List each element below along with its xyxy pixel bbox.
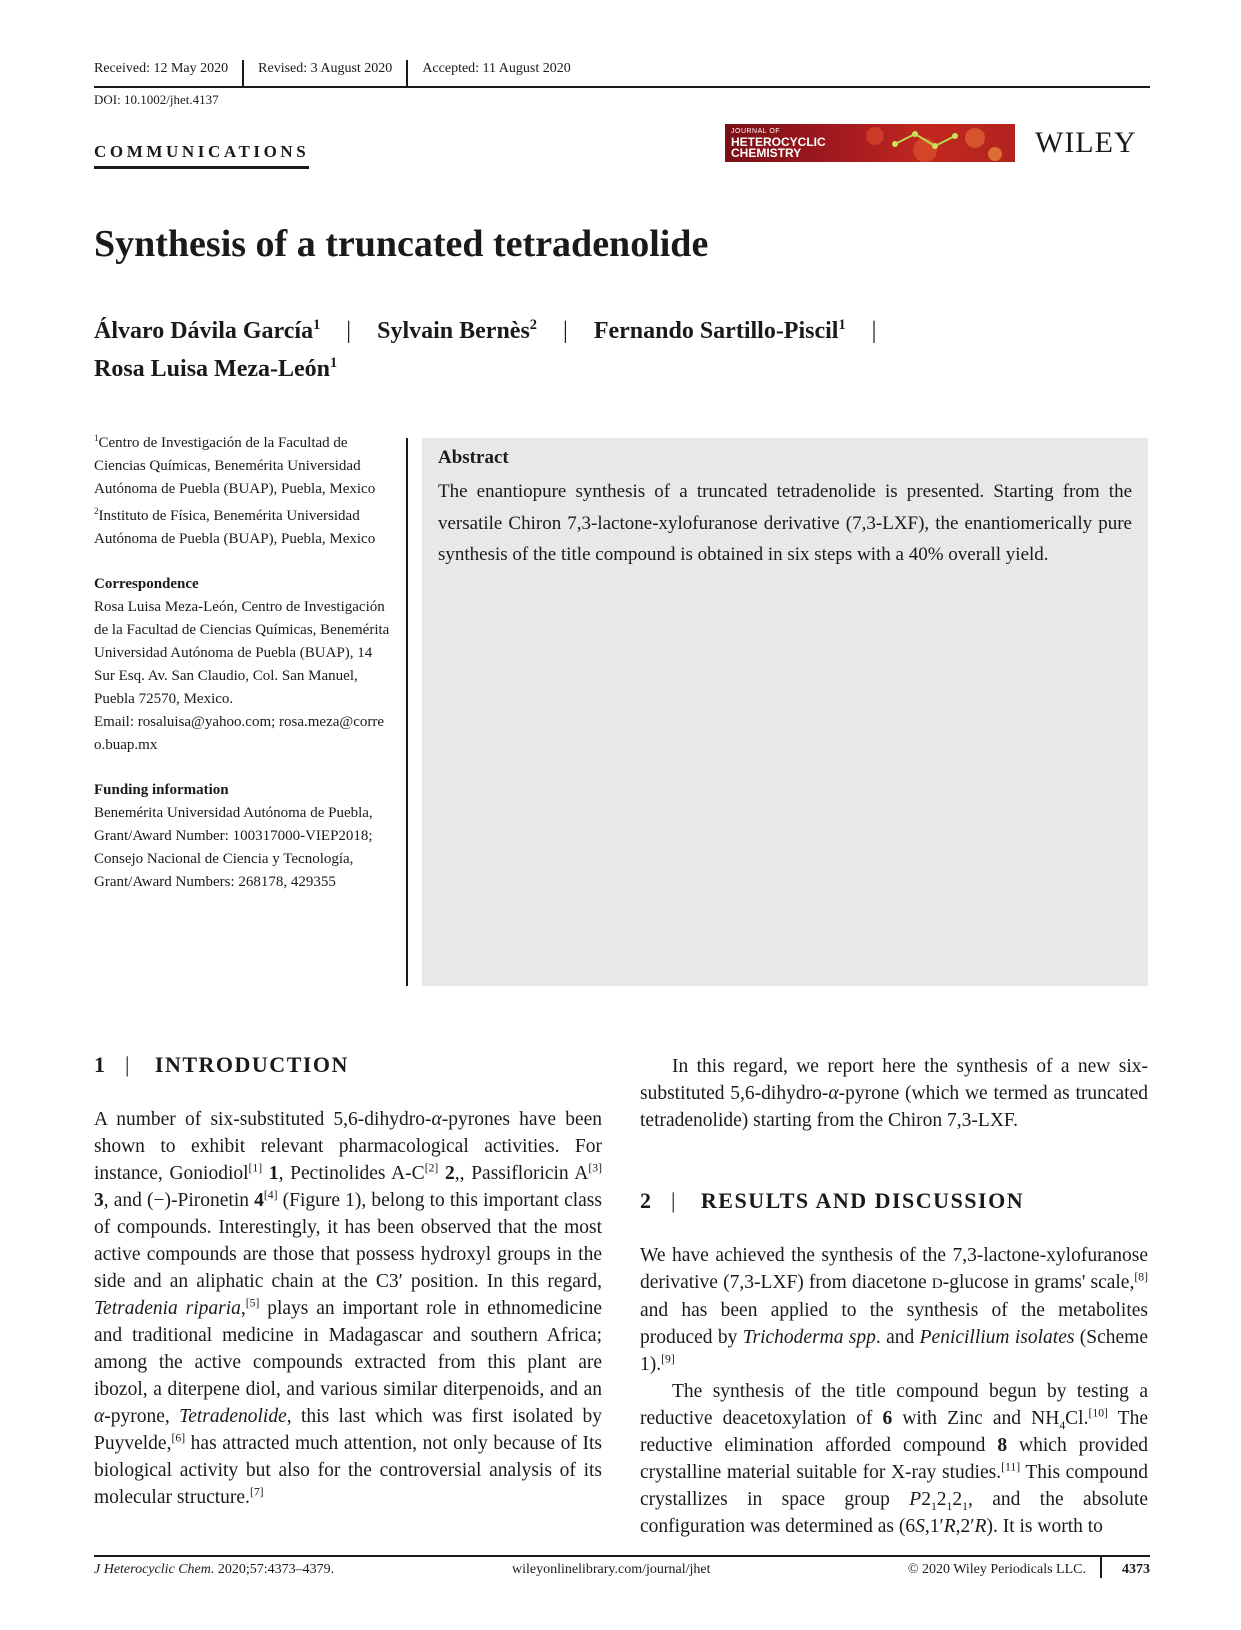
author-name[interactable]: Álvaro Dávila García — [94, 318, 314, 344]
author-name[interactable]: Fernando Sartillo-Piscil — [593, 318, 839, 344]
citation-ref[interactable]: [10] — [1088, 1406, 1108, 1420]
compound-number: 2 — [445, 1163, 455, 1184]
section-title: INTRODUCTION — [154, 1052, 349, 1077]
section-number: 1 — [94, 1052, 105, 1077]
affiliation-marker: 2 — [529, 317, 537, 333]
accepted-date: Accepted: 11 August 2020 — [422, 61, 571, 76]
citation-ref[interactable]: [5] — [245, 1296, 260, 1310]
compound-number: 4 — [254, 1190, 264, 1211]
citation-ref[interactable]: [6] — [171, 1431, 186, 1445]
author-name[interactable]: Sylvain Bernès — [377, 318, 530, 344]
compound-number: 1 — [268, 1163, 279, 1184]
section-heading-introduction — [94, 1052, 349, 1078]
intro-paragraph-continued: In this regard, we report here the synthesis of a new six-substituted 5,6-dihydro-α-pyrone (which we termed as truncated tetradenolide) starting from the Chiron 7,3-LXF. — [640, 1056, 1148, 1131]
author-list — [94, 312, 1154, 388]
citation-ref[interactable]: [7] — [249, 1485, 264, 1499]
correspondence-text: Rosa Luisa Meza-León, Centro de Investigación de la Facultad de Ciencias Químicas, Benemérita Universidad Autónoma de Puebla (BUAP), 14 Sur Esq. Av. San Claudio, Col. San Manuel, Puebla 72570, Mexico. — [94, 599, 390, 707]
citation-ref[interactable]: [1] — [248, 1161, 263, 1175]
funding-text: Benemérita Universidad Autónoma de Puebla, Grant/Award Number: 100317000-VIEP2018; Consejo Nacional de Ciencia y Tecnología, Grant/Award Numbers: 268178, 429355 — [94, 805, 373, 890]
section-separator: | — [125, 1052, 131, 1077]
compound-number: 6 — [882, 1408, 893, 1429]
received-date: Received: 12 May 2020 — [94, 60, 244, 86]
article-title: Synthesis of a truncated tetradenolide — [94, 223, 709, 265]
affiliation — [94, 432, 394, 501]
citation-ref[interactable]: [11] — [1001, 1460, 1021, 1474]
funding-heading: Funding information — [94, 782, 229, 798]
copyright: © 2020 Wiley Periodicals LLC. — [907, 1562, 1086, 1577]
citation-ref[interactable]: [3] — [588, 1161, 603, 1175]
compound-number: 3 — [94, 1190, 104, 1211]
footer-divider — [1100, 1556, 1102, 1578]
article-info-column — [94, 432, 394, 894]
abstract-heading: Abstract — [438, 447, 509, 468]
author-separator: | — [346, 318, 352, 344]
citation-ref[interactable]: [4] — [263, 1188, 278, 1202]
abstract-text: The enantiopure synthesis of a truncated tetradenolide is presented. Starting from the versatile Chiron 7,3-lactone-xylofuranose derivative (7,3-LXF), the enantiomerically pure synthesis of the title compound is obtained in six steps with a 40% overall yield. — [438, 481, 1132, 565]
column-divider — [406, 438, 408, 986]
author-separator: | — [563, 318, 568, 344]
doi[interactable]: DOI: 10.1002/jhet.4137 — [94, 92, 219, 107]
affiliation-number: 1 — [94, 433, 99, 443]
section-heading-results — [640, 1188, 1024, 1214]
footer-right — [908, 1556, 1150, 1578]
journal-logo-line2: CHEMISTRY — [731, 146, 802, 160]
journal-logo — [725, 124, 1015, 162]
author-name[interactable]: Rosa Luisa Meza-León — [94, 356, 330, 382]
citation-ref[interactable]: [2] — [424, 1161, 439, 1175]
affiliation — [94, 505, 394, 551]
section-label: COMMUNICATIONS — [94, 142, 309, 169]
journal-logo-line1: HETEROCYCLIC — [731, 135, 826, 149]
journal-logo-small: JOURNAL OF — [731, 128, 781, 135]
affiliation-text: Centro de Investigación de la Facultad de Ciencias Químicas, Benemérita Universidad Autónoma de Puebla (BUAP), Puebla, Mexico — [94, 435, 376, 497]
affiliation-marker: 1 — [330, 355, 338, 371]
results-paragraph: We have achieved the synthesis of the 7,3-lactone-xylofuranose derivative (7,3-LXF) from diacetone D-glucose in grams' scale,[8] and has been applied to the synthesis of the metabolites produced by Trichoderma spp. and Penicillium isolates (Scheme 1).[9] — [640, 1245, 1148, 1375]
affiliation-text: Instituto de Física, Benemérita Universidad Autónoma de Puebla (BUAP), Puebla, Mexico — [94, 508, 376, 547]
section-title: RESULTS AND DISCUSSION — [700, 1188, 1025, 1213]
page-number: 4373 — [1122, 1562, 1150, 1577]
funding-block — [94, 779, 394, 894]
affiliation-marker: 1 — [313, 317, 321, 333]
revised-date: Revised: 3 August 2020 — [258, 60, 408, 86]
compound-number: 8 — [997, 1435, 1008, 1456]
citation-ref[interactable]: [9] — [661, 1352, 675, 1366]
results-text — [640, 1242, 1148, 1540]
correspondence-heading: Correspondence — [94, 576, 199, 592]
correspondence-block — [94, 573, 394, 757]
section-number: 2 — [640, 1188, 651, 1213]
section-separator: | — [671, 1188, 677, 1213]
correspondence-email[interactable]: Email: rosaluisa@yahoo.com; rosa.meza@correo.buap.mx — [94, 714, 385, 753]
affiliation-marker: 1 — [838, 317, 846, 333]
footer-url[interactable]: wileyonlinelibrary.com/journal/jhet — [512, 1562, 711, 1577]
article-history — [94, 60, 1150, 88]
results-paragraph: The synthesis of the title compound begun by testing a reductive deacetoxylation of 6 with Zinc and $NH_4Cl.[10]$ The reductive elimination afforded compound 8 which provided crystalline material suitable for X-ray studies.[11] This compound crystallizes in space group $P2_12_12_1$, and the absolute configuration was determined as (6S,1′R,2′R). It is worth to — [640, 1381, 1149, 1537]
footer-citation: J Heterocyclic Chem. 2020;57:4373–4379. — [94, 1562, 335, 1577]
citation-ref[interactable]: [8] — [1134, 1270, 1148, 1284]
publisher-logo: WILEY — [1035, 126, 1137, 159]
affiliation-number: 2 — [94, 506, 99, 516]
intro-paragraph: A number of six-substituted 5,6-dihydro-α-pyrones have been shown to exhibit relevant pharmacological activities. For instance, Goniodiol[1] 1, Pectinolides A-C[2] 2,, Passifloricin A[3] 3, and (−)-Pironetin 4[4] (Figure 1), belong to this important class of compounds. Interestingly, it has been observed that the most active compounds are those that possess hydroxyl groups in the side and an aliphatic chain at the C3′ position. In this regard, Tetradenia riparia,[5] plays an important role in ethnomedicine and traditional medicine in Madagascar and southern Africa; among the active compounds extracted from this plant are ibozol, a diterpene diol, and various similar diterpenoids, and an α-pyrone, Tetradenolide, this last which was first isolated by Puyvelde,[6] has attracted much attention, not only because of Its biological activity but also for the controversial analysis of its molecular structure.[7] — [94, 1109, 603, 1508]
author-separator: | — [871, 318, 877, 344]
